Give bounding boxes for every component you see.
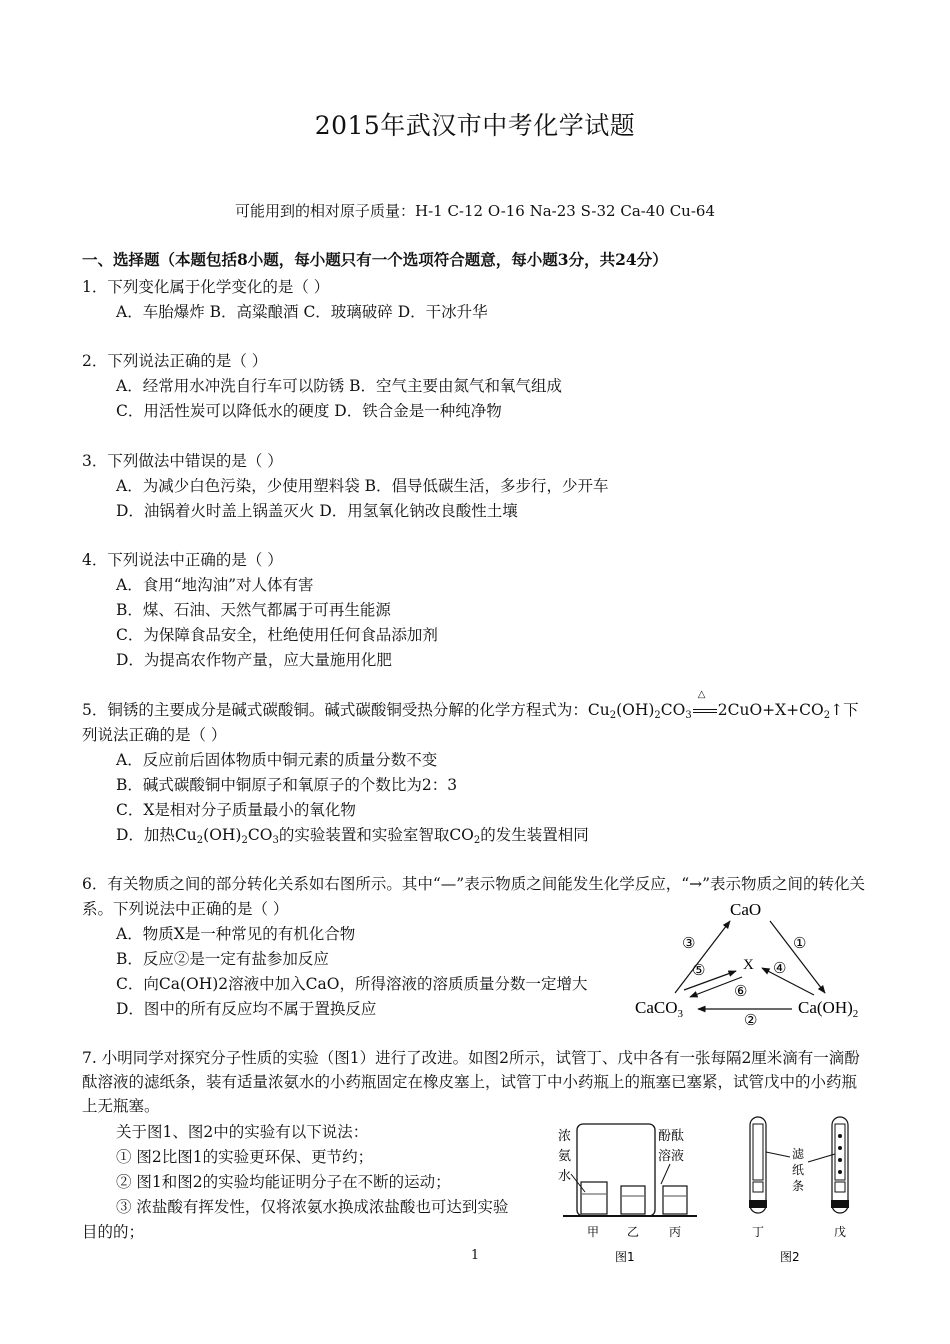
arrow-1 xyxy=(770,921,825,993)
test-tube-wu xyxy=(832,1117,848,1213)
question-7-statement-1: ① 图2比图1的实验更环保、更节约； xyxy=(116,1148,374,1166)
question-5-stem-line1: 5．铜锈的主要成分是碱式碳酸铜。碱式碳酸铜受热分解的化学方程式为：$Cu_2(OH)_2CO_3$ △ $2CuO+X+CO_2↑$下 xyxy=(82,689,859,721)
filter-strip-ding xyxy=(753,1124,763,1180)
label-yi: 乙 xyxy=(627,1225,640,1239)
fig1-label-shui: 水 xyxy=(558,1169,572,1184)
label-1: ① xyxy=(793,934,807,952)
figure-1 xyxy=(555,1118,705,1268)
label-wu: 戊 xyxy=(834,1225,847,1239)
question-5-option-c: C．X是相对分子质量最小的氧化物 xyxy=(116,801,356,819)
label-6: ⑥ xyxy=(734,982,748,1000)
question-3-options-cd: D．油锅着火时盖上锅盖灭火 D．用氢氧化钠改良酸性土壤 xyxy=(116,502,518,520)
strip-label-1: 滤 xyxy=(792,1147,805,1161)
beaker-bing xyxy=(663,1186,687,1214)
dot-4 xyxy=(838,1170,842,1174)
x-label: X xyxy=(743,957,754,973)
question-7-intro: 关于图1、图2中的实验有以下说法： xyxy=(116,1123,369,1141)
figure-2 xyxy=(740,1112,870,1268)
question-6-option-b: B．反应②是一定有盐参加反应 xyxy=(116,950,329,968)
dot-1 xyxy=(838,1134,842,1138)
label-2: ② xyxy=(744,1011,758,1028)
page-title: 2015年武汉市中考化学试题 xyxy=(314,111,636,140)
label-3: ③ xyxy=(682,934,696,952)
question-6-option-a: A．物质X是一种常见的有机化合物 xyxy=(116,925,356,943)
test-tube-ding xyxy=(750,1117,766,1213)
cao-label: CaO xyxy=(730,900,762,919)
atomic-masses: 可能用到的相对原子质量：H-1 C-12 O-16 Na-23 S-32 Ca-40 Cu-64 xyxy=(234,202,715,220)
conversion-diagram xyxy=(630,893,875,1028)
dot-2 xyxy=(838,1146,842,1150)
question-3-stem: 3．下列做法中错误的是（ ） xyxy=(82,452,283,470)
fig1-label-an: 氨 xyxy=(558,1149,572,1164)
vial-wu xyxy=(835,1182,845,1192)
page-number: 1 xyxy=(470,1248,480,1263)
pointer-left xyxy=(766,1152,790,1157)
question-5-stem-line2: 列说法正确的是（ ） xyxy=(82,726,227,744)
question-5-option-a: A．反应前后固体物质中铜元素的质量分数不变 xyxy=(116,751,438,769)
question-2-options-ab: A．经常用水冲洗自行车可以防锈 B．空气主要由氮气和氧气组成 xyxy=(116,377,563,395)
label-jia: 甲 xyxy=(587,1225,600,1239)
beaker-jia xyxy=(581,1182,607,1214)
fig2-caption: 图2 xyxy=(780,1250,800,1264)
heat-equals-sign: △ xyxy=(692,701,718,719)
dot-3 xyxy=(838,1158,842,1162)
question-1-stem: 1．下列变化属于化学变化的是（ ） xyxy=(82,278,330,296)
fig1-label-solution: 溶液 xyxy=(658,1149,685,1164)
question-2-stem: 2．下列说法正确的是（ ） xyxy=(82,352,268,370)
vial-ding xyxy=(753,1182,763,1192)
pointer-ammonia xyxy=(571,1174,585,1192)
caco3-label: CaCO$_3$ xyxy=(635,998,683,1020)
pointer-phenol xyxy=(661,1164,670,1184)
beaker-yi xyxy=(621,1186,645,1214)
arrow-3 xyxy=(675,921,730,993)
question-7-statement-3-cont: 目的的； xyxy=(82,1223,145,1241)
question-5-option-b: B．碱式碳酸铜中铜原子和氧原子的个数比为2：3 xyxy=(116,776,458,794)
section-heading: 一、选择题（本题包括8小题，每小题只有一个选项符合题意，每小题3分，共24分） xyxy=(82,250,668,269)
question-5-option-d: D．加热$Cu_2(OH)_2CO_3$的实验装置和实验室智取$CO_2$的发生装置相同 xyxy=(116,826,589,846)
stopper-ding xyxy=(749,1200,767,1208)
question-2-options-cd: C．用活性炭可以降低水的硬度 D．铁合金是一种纯净物 xyxy=(116,402,502,420)
question-7-statement-2: ② 图1和图2的实验均能证明分子在不断的运动； xyxy=(116,1173,451,1191)
fig1-label-nong: 浓 xyxy=(558,1129,572,1144)
question-4-stem: 4．下列说法中正确的是（ ） xyxy=(82,551,283,569)
caoh2-label: $Ca(OH)_2$ xyxy=(798,998,859,1020)
question-3-options-ab: A．为减少白色污染，少使用塑料袋 B．倡导低碳生活，多步行，少开车 xyxy=(116,477,609,495)
fig1-caption: 图1 xyxy=(615,1250,635,1264)
question-6-option-c: C．向Ca(OH)2溶液中加入CaO，所得溶液的溶质质量分数一定增大 xyxy=(116,975,588,993)
label-5: ⑤ xyxy=(692,961,706,979)
question-7-statement-3: ③ 浓盐酸有挥发性，仅将浓氨水换成浓盐酸也可达到实验 xyxy=(116,1198,509,1216)
question-6-option-d: D．图中的所有反应均不属于置换反应 xyxy=(116,1000,377,1018)
question-7-stem: 7. 小明同学对探究分子性质的实验（图1）进行了改进。如图2所示，试管丁、戊中各有一张每隔2厘米滴有一滴酚酞溶液的滤纸条，装有适量浓氨水的小药瓶固定在橡皮塞上，试管丁中小药瓶上的瓶塞已塞紧，试管戊中的小药瓶上无瓶塞。 xyxy=(82,1049,860,1115)
question-4-option-c: C．为保障食品安全，杜绝使用任何食品添加剂 xyxy=(116,626,438,644)
question-4-option-a: A．食用“地沟油”对人体有害 xyxy=(116,576,314,594)
question-6-stem: 6．有关物质之间的部分转化关系如右图所示。其中“—”表示物质之间能发生化学反应，“→”表示物质之间的转化关系。下列说法中正确的是（ ） xyxy=(82,875,866,918)
question-4-option-d: D．为提高农作物产量，应大量施用化肥 xyxy=(116,651,392,669)
label-bing: 丙 xyxy=(669,1225,682,1239)
strip-label-3: 条 xyxy=(792,1179,805,1193)
question-4-option-b: B．煤、石油、天然气都属于可再生能源 xyxy=(116,601,391,619)
pointer-right xyxy=(808,1154,835,1162)
equation-lhs: $Cu_2(OH)_2CO_3$ xyxy=(587,701,692,721)
strip-label-2: 纸 xyxy=(792,1163,805,1177)
label-ding: 丁 xyxy=(752,1225,765,1239)
bell-jar xyxy=(577,1124,655,1216)
label-4: ④ xyxy=(773,959,787,977)
question-1-options: A．车胎爆炸 B．高粱酿酒 C．玻璃破碎 D．干冰升华 xyxy=(116,303,488,321)
fig1-label-phenol: 酚酞 xyxy=(658,1129,685,1144)
arrow-4 xyxy=(762,968,814,995)
stopper-wu xyxy=(831,1200,849,1208)
